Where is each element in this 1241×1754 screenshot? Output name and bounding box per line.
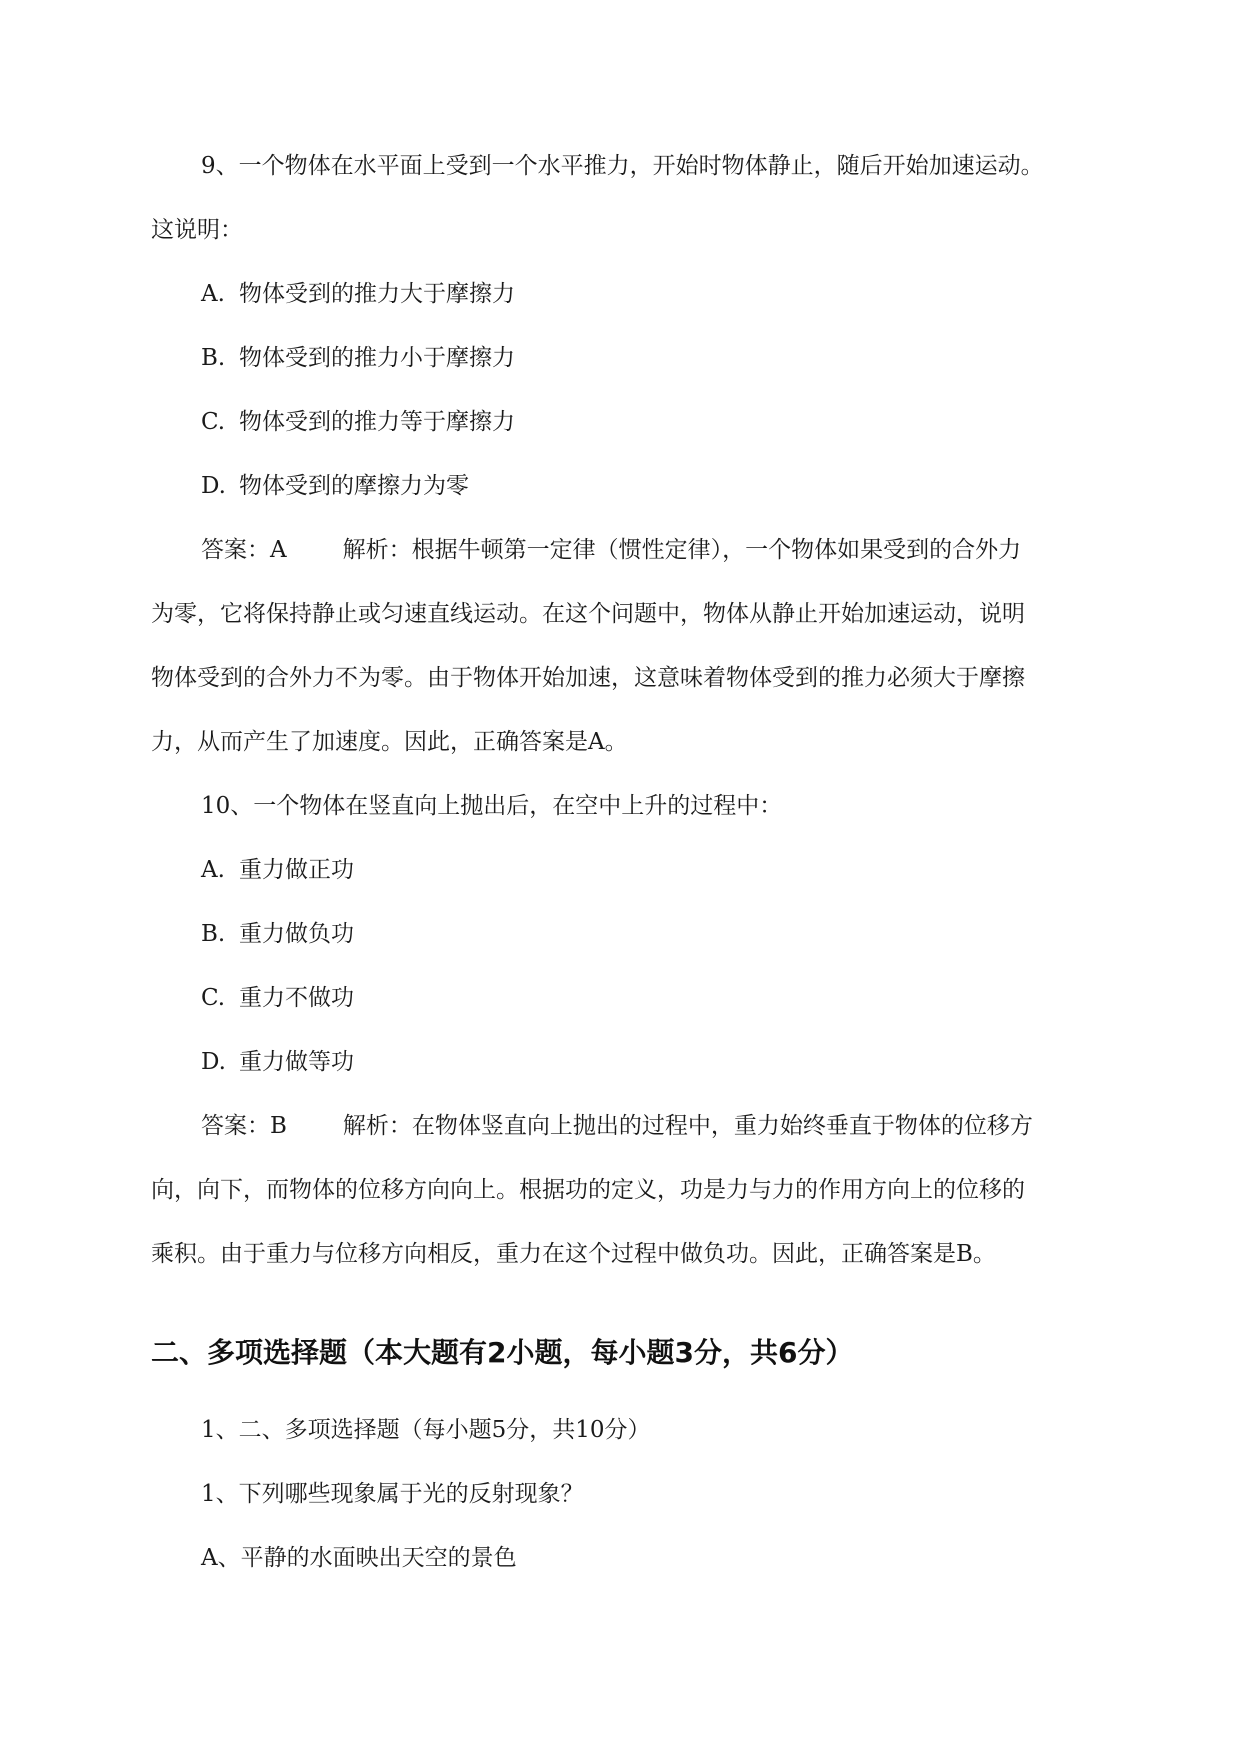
analysis-text: 解析：根据牛顿第一定律（惯性定律），一个物体如果受到的合外力: [342, 537, 1022, 563]
q9-analysis-line4: 力，从而产生了加速度。因此，正确答案是A。: [151, 729, 628, 755]
q10-option-c: [201, 982, 354, 1014]
option-letter: A.: [201, 281, 225, 307]
q9-analysis-line3: 物体受到的合外力不为零。由于物体开始加速，这意味着物体受到的推力必须大于摩擦: [151, 665, 1025, 691]
q10-option-b: [201, 918, 354, 950]
option-letter: D.: [201, 1049, 226, 1075]
q9-option-d: [201, 470, 469, 502]
option-letter: A.: [201, 857, 225, 883]
q10-analysis-line2: 向，向下，而物体的位移方向向上。根据功的定义，功是力与力的作用方向上的位移的: [151, 1177, 1025, 1203]
option-letter: B.: [201, 921, 226, 947]
option-letter: C.: [201, 985, 226, 1011]
option-text: 重力不做功: [239, 985, 354, 1011]
answer-label: 答案：B: [201, 1113, 287, 1139]
q9-analysis-line2: 为零，它将保持静止或匀速直线运动。在这个问题中，物体从静止开始加速运动，说明: [151, 601, 1025, 627]
option-text: 重力做正功: [239, 857, 354, 883]
q9-stem-line2: 这说明：: [151, 217, 243, 243]
option-text: 重力做负功: [239, 921, 354, 947]
q9-answer-line: [201, 534, 1021, 566]
q10-analysis-line3: 乘积。由于重力与位移方向相反，重力在这个过程中做负功。因此，正确答案是B。: [151, 1241, 996, 1267]
q9-option-a: [201, 278, 515, 310]
section2-subtitle: 1、二、多项选择题（每小题5分，共10分）: [201, 1417, 651, 1443]
q10-option-d: [201, 1046, 354, 1078]
option-text: 物体受到的推力大于摩擦力: [239, 281, 515, 307]
q9-option-b: [201, 342, 515, 374]
section2-q1-option-a: A、平静的水面映出天空的景色: [201, 1545, 517, 1571]
q10-option-a: [201, 854, 354, 886]
analysis-text: 解析：在物体竖直向上抛出的过程中，重力始终垂直于物体的位移方: [342, 1113, 1033, 1139]
section2-q1-stem: 1、下列哪些现象属于光的反射现象？: [201, 1481, 584, 1507]
q10-stem: 10、一个物体在竖直向上抛出后，在空中上升的过程中：: [201, 793, 783, 819]
option-letter: C.: [201, 409, 226, 435]
option-letter: D.: [201, 473, 226, 499]
answer-label: 答案：A: [201, 537, 287, 563]
section-heading: 二、多项选择题（本大题有2小题，每小题3分，共6分）: [151, 1336, 854, 1369]
q10-answer-line: [201, 1110, 1033, 1142]
q9-stem-line1: 9、一个物体在水平面上受到一个水平推力，开始时物体静止，随后开始加速运动。: [201, 153, 1044, 179]
option-text: 物体受到的推力等于摩擦力: [239, 409, 515, 435]
option-text: 物体受到的推力小于摩擦力: [239, 345, 515, 371]
option-text: 物体受到的摩擦力为零: [239, 473, 469, 499]
option-letter: B.: [201, 345, 226, 371]
option-text: 重力做等功: [239, 1049, 354, 1075]
q9-option-c: [201, 406, 515, 438]
